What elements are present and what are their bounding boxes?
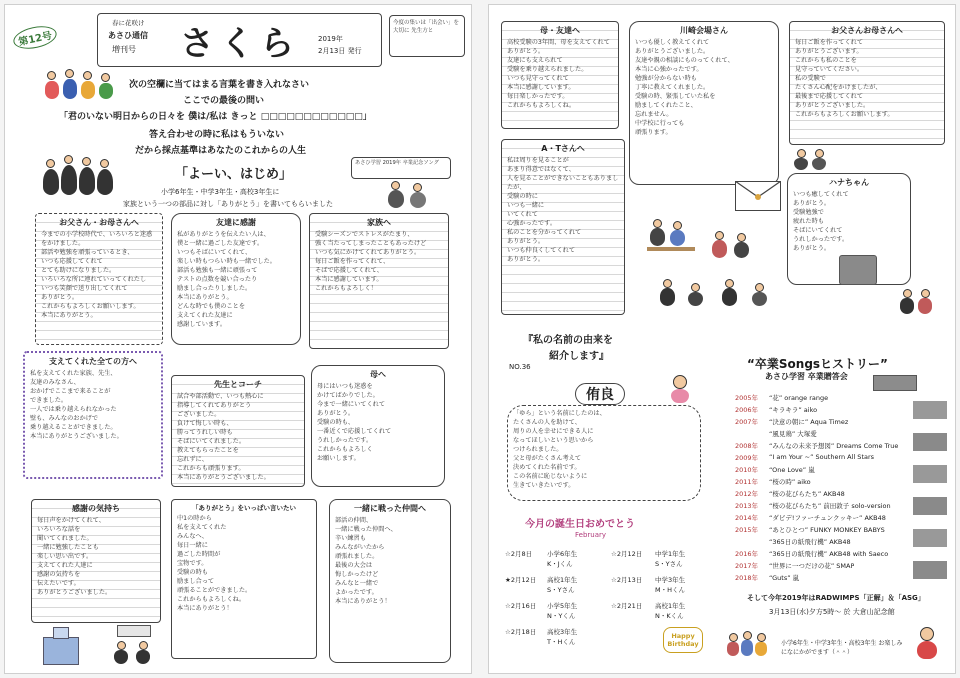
song-title: “風見鶏” 大塚愛 bbox=[769, 430, 817, 438]
intro-line3: 答え合わせの時に私はもういない bbox=[149, 130, 285, 140]
yoi-text: 「よーい、はじめ」 bbox=[175, 167, 293, 182]
song-title: “One Love” 嵐 bbox=[769, 466, 815, 474]
song-year: 2010年 bbox=[735, 466, 759, 474]
message-box-kawasaki bbox=[629, 21, 779, 185]
birthday-name: S・Yさん bbox=[547, 586, 575, 594]
chorus-illustration bbox=[727, 631, 779, 659]
message-box-text: いつも癒してくれて ありがとう。 受験勉強で 疲れた時も そばにいてくれて うれしかったです。 ありがとう。 bbox=[793, 191, 849, 252]
birthday-grade: 小学6年生 bbox=[547, 550, 578, 558]
song-year: 2017年 bbox=[735, 562, 759, 570]
song-year: 2014年 bbox=[735, 514, 759, 522]
birthday-name: N・Yくん bbox=[547, 612, 576, 620]
message-box-title: お父さん・お母さんへ bbox=[59, 218, 139, 227]
masthead bbox=[97, 13, 382, 67]
name-feature-title2: 紹介します』 bbox=[549, 351, 609, 362]
masthead-subtitle: 春に花咲け bbox=[112, 19, 145, 27]
envelope-illustration bbox=[735, 181, 781, 211]
intro-line2: ここでの最後の問い bbox=[183, 96, 265, 106]
message-box-title: 家族へ bbox=[367, 218, 391, 227]
songs-title: “卒業Songsヒストリー” bbox=[747, 357, 888, 371]
message-box-text: 試合や部活動で、いつも熱心に 指導してくれてありがとう ございました。 負けて悔しい時も、 勝ってうれしい時も そばにいてくれました。 教えてもらったことを 忘れずに、 これからも頑張ります。 本当にありがとうございました。 bbox=[177, 393, 270, 481]
name-feature-title1: 『私の名前の由来を bbox=[523, 335, 613, 346]
song-title: “花” orange range bbox=[769, 394, 829, 402]
birthday-grade: 中学3年生 bbox=[655, 576, 686, 584]
teacher-illustration bbox=[385, 181, 435, 209]
message-box-title: 先生とコーチ bbox=[214, 380, 262, 389]
message-box-text: 今までの小学校時代で、いろいろと迷惑をかけました。 部活や勉強を頑張っているとき、 いつも応援してくれて とても助けになりました。 いろいろな所に連れていってくれたし いつも笑顔で送り出してくれて ありがとう。 これからもよろしくお願いします。 本当にありがとう。 bbox=[41, 231, 153, 319]
song-year: 2013年 bbox=[735, 502, 759, 510]
name-feature-text: 「ゆら」という名前にしたのは、 たくさんの人を助けて、 周りの人を幸せにできる人に なってほしいという思いから つけられました。 父と母がたくさん考えて 決めてくれた名前です。 この名前に恥じないように 生きていきたいです。 bbox=[513, 410, 606, 489]
message-box-dad-mom bbox=[789, 21, 945, 145]
song-title: “キラキラ” aiko bbox=[769, 406, 818, 414]
name-feature-no: NO.36 bbox=[509, 363, 531, 371]
message-box-title: 友達に感謝 bbox=[216, 218, 256, 227]
song-title: “ダビデ!ファーチュンクッキー” AKB48 bbox=[769, 514, 886, 522]
message-box-teammates bbox=[329, 499, 451, 663]
birthday-date: ★2月12日 bbox=[505, 576, 537, 584]
songs-list bbox=[735, 393, 911, 589]
header-note: 今度の集いは「出会い」を大切に 先生方と bbox=[393, 20, 460, 34]
birthday-date: ☆2月12日 bbox=[611, 550, 643, 558]
birthday-title: 今月の誕生日おめでとう bbox=[525, 519, 635, 530]
song-year: 2008年 bbox=[735, 442, 759, 450]
name-feature-box bbox=[507, 405, 701, 501]
song-year: 2015年 bbox=[735, 526, 759, 534]
songs-bottom-note: 小学6年生・中学3年生・高校3年生 お楽しみになにかがでます（＾＾） bbox=[781, 640, 903, 656]
song-title: “決意の朝に” Aqua Timez bbox=[769, 418, 849, 426]
message-box-friends bbox=[171, 213, 301, 345]
right-page bbox=[488, 4, 956, 674]
birthday-date: ☆2月13日 bbox=[611, 576, 643, 584]
birthday-name: K・Jくん bbox=[547, 560, 573, 568]
song-year: 2009年 bbox=[735, 454, 759, 462]
song-title: “みんなの未来予想図” Dreams Come True bbox=[769, 442, 899, 450]
intro-footer1: 小学6年生・中学3年生・高校3年生に bbox=[161, 188, 280, 196]
message-box-text: 母にはいつも迷惑を かけてばかりでした。 今まで一緒にいてくれて ありがとう。 受験の時も、 一番近くで応援してくれて うれしかったです。 これからもよろしく お願いします。 bbox=[317, 383, 392, 462]
message-box-text: 私は周りを見ることが あまり得意ではなくて、 人を見ることができないこともありましたが、 受験の時に いつも一緒に いてくれて 心強かったです。 私のことを分かってくれて ありがとう。 いつも仲良くしてくれて ありがとう。 bbox=[507, 157, 619, 263]
masthead-extra: 増刊号 bbox=[112, 45, 136, 54]
intro-line1: 次の空欄に当てはまる言葉を書き入れなさい bbox=[129, 80, 310, 90]
building-illustration bbox=[39, 627, 83, 667]
message-box-text: 毎日声をかけてくれて、 いろいろな話を 聞いてくれました。 一緒に勉強したことも 楽しい思い出です。 支えてくれた人達に 感謝の気持ちを 伝えたいです。 ありがとうございました。 bbox=[37, 517, 112, 596]
name-feature-name: 侑良 bbox=[575, 383, 625, 405]
song-badge bbox=[351, 157, 451, 179]
message-box-title: 支えてくれた全ての方へ bbox=[49, 357, 137, 366]
birthday-sticker: Happy Birthday bbox=[663, 627, 703, 653]
message-box-title: A・Tさんへ bbox=[541, 144, 585, 153]
song-title: “365日の紙飛行機” AKB48 bbox=[769, 538, 851, 546]
message-box-text: 中1の時から 私を支えてくれた みんなへ、 毎日一緒に 過ごした時間が 宝物です。 受験の時も 励まし合って 頑張ることができました。 これからもよろしくね。 本当にありがとう！ bbox=[177, 515, 252, 612]
song-year: 2005年 bbox=[735, 394, 759, 402]
songs-footer: そして今年2019年はRADWIMPS「正解」＆「ASG」 bbox=[747, 594, 925, 602]
message-box-text: 私を支えてくれた家族、先生、 友達のみなさん、 おかげでここまで来ることが できました。 一人では乗り越えられなかった 壁も、みんなのおかげで 乗り越えることができました。 本当にありがとうございました。 bbox=[30, 370, 123, 440]
song-year: 2011年 bbox=[735, 478, 759, 486]
message-box-at bbox=[501, 139, 625, 315]
songs-photos-column bbox=[913, 401, 949, 581]
birthday-date: ☆2月21日 bbox=[611, 602, 643, 610]
birthday-name: N・Kくん bbox=[655, 612, 684, 620]
birthday-date: ☆2月18日 bbox=[505, 628, 537, 636]
header-note-box bbox=[389, 15, 465, 57]
song-year: 2018年 bbox=[735, 574, 759, 582]
classroom-illustration bbox=[633, 213, 783, 317]
message-box-mother-friends bbox=[501, 21, 619, 129]
birthday-date: ☆2月16日 bbox=[505, 602, 537, 610]
song-year: 2007年 bbox=[735, 418, 759, 426]
masthead-date: 2月13日 発行 bbox=[318, 47, 362, 55]
message-box-parents bbox=[35, 213, 163, 345]
singer-illustration bbox=[913, 627, 941, 661]
song-year: 2012年 bbox=[735, 490, 759, 498]
message-box-family bbox=[309, 213, 449, 349]
message-box-text: 部活の仲間、 一緒に戦った仲間へ、 辛い練習も みんながいたから 頑張れました。 最後の大会は 悔しかったけど みんなと一緒で よかったです。 本当にありがとう！ bbox=[335, 517, 397, 605]
birthday-grade: 高校1年生 bbox=[547, 576, 578, 584]
left-page bbox=[4, 4, 472, 674]
songs-subtitle: あさひ学習 卒業贈答会 bbox=[765, 372, 848, 381]
kids-illustration bbox=[41, 69, 121, 103]
song-badge-text: あさひ学習 2019年 卒業記念ソング bbox=[355, 160, 439, 166]
masthead-paper-name: あさひ通信 bbox=[108, 31, 148, 40]
graduates-illustration bbox=[43, 153, 115, 197]
birthday-name: T・Hくん bbox=[547, 638, 576, 646]
birthday-month: February bbox=[575, 531, 607, 539]
intro-line4: だから採点基準はあなたのこれからの人生 bbox=[135, 146, 307, 156]
message-box-mother bbox=[311, 365, 445, 487]
song-title: “桜の時” aiko bbox=[769, 478, 811, 486]
song-title: “桜の花びらたち” AKB48 bbox=[769, 490, 845, 498]
song-year: 2016年 bbox=[735, 550, 759, 558]
song-year: 2006年 bbox=[735, 406, 759, 414]
intro-prompt: 「君のいない明日からの日々を 僕は/私は きっと □□□□□□□□□□□□」 bbox=[59, 112, 372, 122]
masthead-year: 2019年 bbox=[318, 35, 343, 43]
song-title: “Guts” 嵐 bbox=[769, 574, 800, 582]
song-title: “世界に一つだけの花” SMAP bbox=[769, 562, 855, 570]
message-box-supporters bbox=[23, 351, 163, 479]
birthday-name: S・Yさん bbox=[655, 560, 683, 568]
girl-illustration bbox=[667, 375, 693, 405]
song-title: “桜の花びらたち” 前田敦子 solo-version bbox=[769, 502, 891, 510]
message-box-title: ハナちゃん bbox=[829, 178, 869, 187]
message-box-gratitude bbox=[31, 499, 161, 623]
message-box-title: 母へ bbox=[370, 370, 386, 379]
grad-pair-illustration bbox=[899, 289, 939, 315]
birthday-grade: 小学5年生 bbox=[547, 602, 578, 610]
message-box-title: 母・友達へ bbox=[540, 26, 580, 35]
message-box-text: いつも優しく教えてくれて ありがとうございました。 友達や親の相談にものってくれて、 本当に心強かったです。 勉強が分からない時も 丁寧に教えてくれました。 受験の時、緊張していた私を 励ましてくれたこと、 忘れません。 中学校に行っても 頑張ります。 bbox=[635, 39, 734, 136]
songs-date-line: 3月13日(水)夕方5時～ 於 大倉山記念館 bbox=[769, 608, 895, 616]
kids-top-illustration bbox=[793, 147, 843, 171]
masthead-title: さくら bbox=[180, 24, 300, 64]
message-box-title: 川崎会場さん bbox=[680, 26, 728, 35]
message-box-text: 受験シーズンでストレスがたまり、 強く当たってしまったこともあったけど いつも気にかけてくれてありがとう。 毎日ご飯を作ってくれて、 そばで応援してくれて、 本当に感謝しています。 これからもよろしく！ bbox=[315, 231, 427, 292]
message-box-text: 高校受験の3年間、母を支えてくれてありがとう。 友達にも支えられて 受験を乗り越えられました。 いつも見守ってくれて 本当に感謝しています。 毎日楽しかったです。 これからもよろしくね。 bbox=[507, 39, 610, 109]
message-box-text: 毎日ご飯を作ってくれて ありがとうございます。 これからも私のことを 見守っていてください。 私の受験で たくさん心配をかけましたが、 最後まで応援してくれて ありがとうございました。 これからもよろしくお願いします。 bbox=[795, 39, 894, 118]
birthday-grade: 高校3年生 bbox=[547, 628, 578, 636]
students-sign-illustration bbox=[111, 625, 161, 665]
birthday-grade: 中学1年生 bbox=[655, 550, 686, 558]
message-box-title: 「ありがとう」をいっぱい言いたい bbox=[192, 504, 296, 512]
message-box-text: 私がありがとうを伝えたい人は、 僕と一緒に過ごした友達です。 いつもそばにいてくれて、 楽しい時もつらい時も一緒でした。 部活も勉強も一緒に頑張って テストの点数を競い合ったり 励まし合ったりしました。 本当にありがとう。 どんな時でも僕のことを 支えてくれた友達に 感謝しています。 bbox=[177, 231, 276, 328]
message-box-coach bbox=[171, 375, 305, 487]
intro-footer2: 家族という一つの部品に対し「ありがとう」を書いてもらいました bbox=[123, 200, 333, 208]
birthday-name: M・Hくん bbox=[655, 586, 685, 594]
message-box-title: 一緒に戦った仲間へ bbox=[354, 504, 426, 513]
song-title: “365日の紙飛行機” AKB48 with Saeco bbox=[769, 550, 889, 558]
song-title: “あとひとつ” FUNKY MONKEY BABYS bbox=[769, 526, 885, 534]
message-box-thanks bbox=[171, 499, 317, 659]
message-box-title: 感謝の気持ち bbox=[72, 504, 120, 513]
birthday-date: ☆2月8日 bbox=[505, 550, 533, 558]
issue-number: 第12号 bbox=[11, 23, 58, 53]
song-title: “I am Your ~” Southern All Stars bbox=[769, 453, 875, 461]
dog-photo bbox=[839, 255, 877, 285]
birthday-grade: 高校1年生 bbox=[655, 602, 686, 610]
message-box-title: お父さんお母さんへ bbox=[831, 26, 903, 35]
songs-photo bbox=[873, 375, 917, 391]
